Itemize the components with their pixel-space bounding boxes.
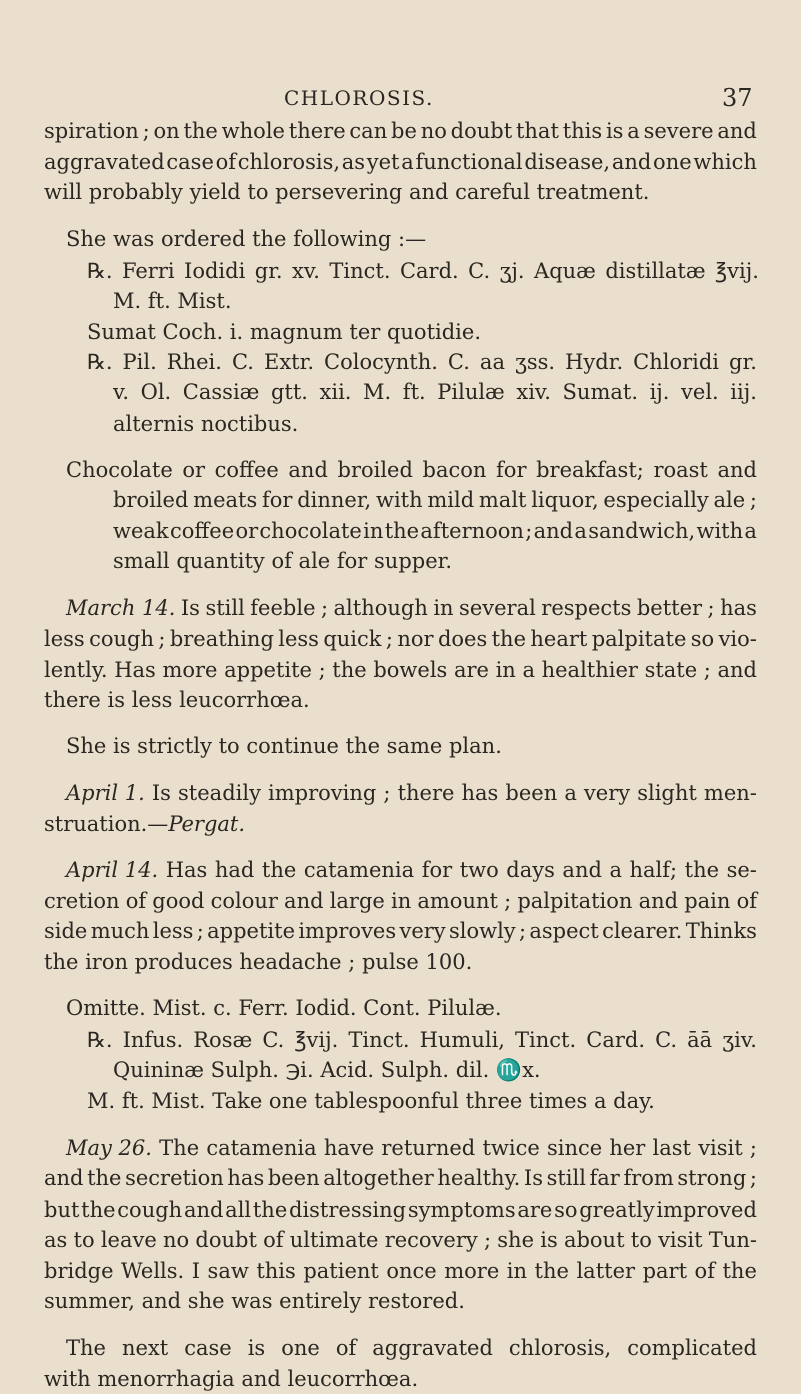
- text-line: and the secretion has been altogether healthy. Is still far from strong ;: [44, 1166, 757, 1190]
- text-line: April 14. Has had the catamenia for two days and a half; the se-: [66, 858, 757, 882]
- text-line: will probably yield to persevering and careful treatment.: [44, 180, 650, 204]
- text-line: M. ft. Mist. Take one tablespoonful three times a day.: [87, 1089, 655, 1113]
- text-line: side much less ; appetite improves very slowly ; aspect clearer. Thinks: [44, 919, 757, 943]
- text-line: there is less leucorrhœa.: [44, 688, 310, 712]
- text-line: broiled meats for dinner, with mild malt liquor, especially ale ;: [113, 488, 757, 512]
- text-line: spiration ; on the whole there can be no doubt that this is a severe and: [44, 119, 757, 143]
- text-line: with menorrhagia and leucorrhœa.: [44, 1367, 419, 1391]
- text-line: The next case is one of aggravated chlorosis, complicated: [66, 1336, 757, 1360]
- text-line: March 14. Is still feeble ; although in several respects better ; has: [66, 596, 757, 620]
- text-line: aggravated case of chlorosis, as yet a functional disease, and one which: [44, 150, 757, 174]
- text-line: She is strictly to continue the same plan.: [66, 734, 502, 758]
- text-line: ℞. Infus. Rosæ C. ℥vij. Tinct. Humuli, Tinct. Card. C. āā ʒiv.: [87, 1028, 757, 1052]
- text-line: small quantity of ale for supper.: [113, 549, 453, 573]
- text-line: as to leave no doubt of ultimate recovery ; she is about to visit Tun-: [44, 1228, 757, 1252]
- text-line: but the cough and all the distressing symptoms are so greatly improved: [44, 1198, 757, 1222]
- text-line: M. ft. Mist.: [113, 289, 232, 313]
- text-line: weak coffee or chocolate in the afternoon ; and a sandwich, with a: [113, 519, 757, 543]
- text-line: struation.—Pergat.: [44, 812, 246, 836]
- text-line: Chocolate or coffee and broiled bacon for breakfast; roast and: [66, 458, 757, 482]
- text-line: April 1. Is steadily improving ; there has been a very slight men-: [66, 781, 757, 805]
- running-header: [0, 86, 801, 116]
- text-line: May 26. The catamenia have returned twice since her last visit ;: [66, 1136, 757, 1160]
- text-line: summer, and she was entirely restored.: [44, 1289, 465, 1313]
- text-line: Quininæ Sulph. ℈i. Acid. Sulph. dil. ♏x.: [113, 1058, 541, 1082]
- text-line: cretion of good colour and large in amount ; palpitation and pain of: [44, 889, 757, 913]
- page-number: 37: [722, 84, 753, 112]
- text-line: ℞. Ferri Iodidi gr. xv. Tinct. Card. C. ʒj. Aquæ distillatæ ℥vij.: [87, 259, 759, 283]
- text-line: Sumat Coch. i. magnum ter quotidie.: [87, 320, 481, 344]
- text-line: the iron produces headache ; pulse 100.: [44, 950, 473, 974]
- text-line: Omitte. Mist. c. Ferr. Iodid. Cont. Pilulæ.: [66, 996, 502, 1020]
- text-line: She was ordered the following :—: [66, 227, 427, 251]
- text-line: alternis noctibus.: [113, 412, 299, 436]
- text-line: ℞. Pil. Rhei. C. Extr. Colocynth. C. aa ʒss. Hydr. Chloridi gr.: [87, 350, 757, 374]
- running-title: CHLOROSIS.: [284, 86, 434, 110]
- text-line: v. Ol. Cassiæ gtt. xii. M. ft. Pilulæ xiv. Sumat. ij. vel. iij.: [113, 380, 757, 404]
- text-line: bridge Wells. I saw this patient once more in the latter part of the: [44, 1259, 757, 1283]
- text-line: less cough ; breathing less quick ; nor does the heart palpitate so vio-: [44, 627, 757, 651]
- text-line: lently. Has more appetite ; the bowels are in a healthier state ; and: [44, 658, 757, 682]
